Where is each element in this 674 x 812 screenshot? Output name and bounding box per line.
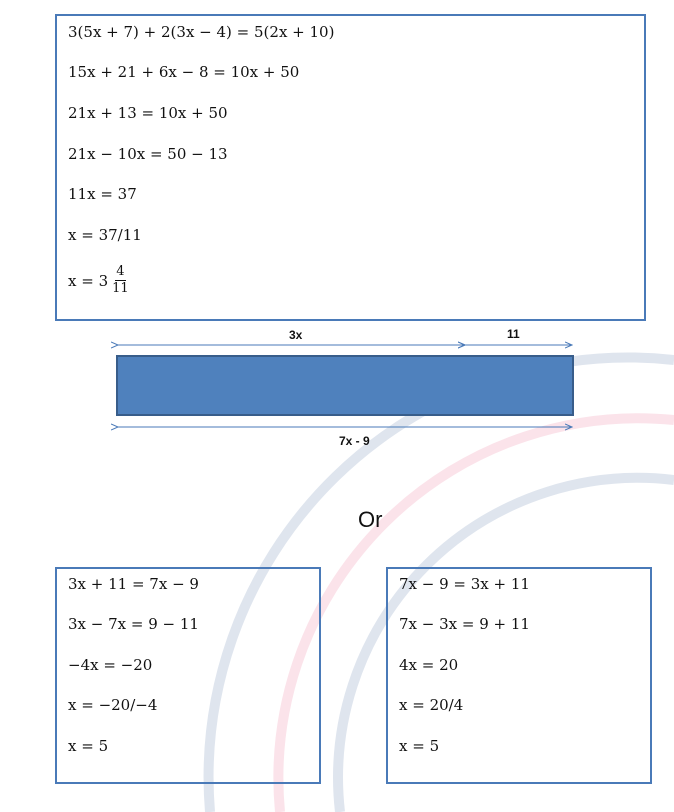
right-step-4: x = 20/4 [399,696,464,714]
label-11: 11 [507,327,520,341]
final-prefix: x = 3 [68,271,109,290]
main-step-6: x = 37/11 [68,226,142,244]
right-step-3: 4x = 20 [399,656,459,674]
main-step-3: 21x + 13 = 10x + 50 [68,104,228,122]
main-step-2: 15x + 21 + 6x − 8 = 10x + 50 [68,63,300,81]
fraction-denominator: 11 [112,281,129,297]
right-step-2: 7x − 3x = 9 + 11 [399,615,530,633]
label-7x-minus-9: 7x - 9 [339,434,370,448]
right-solution-box [386,567,652,784]
main-step-4: 21x − 10x = 50 − 13 [68,145,228,163]
left-step-1: 3x + 11 = 7x − 9 [68,575,199,593]
left-solution-box [55,567,321,784]
or-text: Or [358,507,383,532]
main-solution-box [55,14,646,321]
main-step-7 [68,264,130,298]
left-step-3: −4x = −20 [68,656,153,674]
fraction-numerator: 4 [115,264,125,281]
main-step-1: 3(5x + 7) + 2(3x − 4) = 5(2x + 10) [68,23,335,41]
right-step-5: x = 5 [399,737,440,755]
bar-model [116,355,574,416]
left-step-2: 3x − 7x = 9 − 11 [68,615,199,633]
main-step-5: 11x = 37 [68,185,137,203]
label-3x: 3x [289,328,303,342]
left-step-5: x = 5 [68,737,109,755]
left-step-4: x = −20/−4 [68,696,158,714]
right-step-1: 7x − 9 = 3x + 11 [399,575,530,593]
final-fraction [111,264,130,298]
